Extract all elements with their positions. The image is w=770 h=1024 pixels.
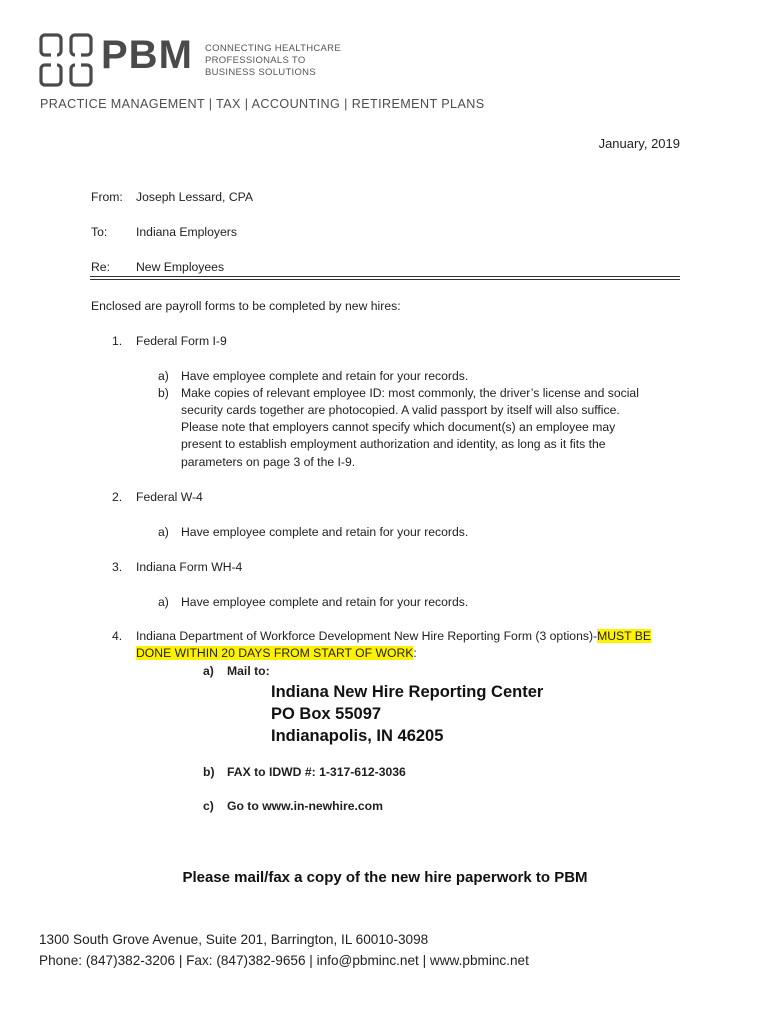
deadline-highlight: DONE WITHIN 20 DAYS FROM START OF WORK xyxy=(136,646,414,660)
item-number: 3. xyxy=(112,560,123,574)
closing-note: Please mail/fax a copy of the new hire paperwork to PBM xyxy=(182,869,588,886)
sub-text: Have employee complete and retain for your records. xyxy=(181,595,469,609)
website-text: Go to www.in-newhire.com xyxy=(227,799,383,813)
tagline-line: PROFESSIONALS TO xyxy=(205,55,306,66)
item-number: 1. xyxy=(112,334,123,348)
from-value: Joseph Lessard, CPA xyxy=(136,190,253,204)
item-number: 2. xyxy=(112,490,123,504)
sub-letter: b) xyxy=(203,765,215,779)
to-value: Indiana Employers xyxy=(136,225,237,239)
sub-letter: a) xyxy=(158,369,169,383)
logo-tagline xyxy=(205,43,341,79)
footer-contact: Phone: (847)382-3206 | Fax: (847)382-9656 | info@pbminc.net | www.pbminc.net xyxy=(39,953,529,968)
sub-text: parameters on page 3 of the I-9. xyxy=(181,455,356,469)
sub-letter: c) xyxy=(203,799,214,813)
item4-text: Indiana Department of Workforce Development New Hire Reporting Form (3 options)- xyxy=(136,629,598,643)
re-label: Re: xyxy=(91,260,110,274)
to-label: To: xyxy=(91,225,108,239)
item-number: 4. xyxy=(112,629,123,643)
sub-text: Have employee complete and retain for your records. xyxy=(181,525,469,539)
item4-colon: : xyxy=(413,646,417,660)
sub-letter: a) xyxy=(158,595,169,609)
sub-letter: a) xyxy=(158,525,169,539)
sub-text: Please note that employers cannot specify which document(s) an employee may xyxy=(181,420,616,434)
divider-rule xyxy=(90,276,680,277)
sub-text: Make copies of relevant employee ID: most commonly, the driver’s license and social xyxy=(181,386,639,400)
letter-date: January, 2019 xyxy=(598,136,680,151)
services-line: PRACTICE MANAGEMENT | TAX | ACCOUNTING | RETIREMENT PLANS xyxy=(40,97,485,111)
re-value: New Employees xyxy=(136,260,225,274)
sub-letter: b) xyxy=(158,386,169,400)
item4-text-line1 xyxy=(136,628,651,646)
intro-text: Enclosed are payroll forms to be completed by new hires: xyxy=(91,299,401,313)
deadline-highlight: MUST BE xyxy=(597,629,652,643)
from-label: From: xyxy=(91,190,123,204)
sub-text: Have employee complete and retain for your records. xyxy=(181,369,469,383)
sub-text: present to establish employment authorization and identity, as long as it fits the xyxy=(181,437,606,451)
sub-text: security cards together are photocopied. A valid passport by itself will also suffice. xyxy=(181,403,620,417)
pbm-logo-icon xyxy=(39,33,95,89)
mail-label: Mail to: xyxy=(227,664,270,678)
item-title: Indiana Form WH-4 xyxy=(136,560,243,574)
item-title: Federal Form I-9 xyxy=(136,334,227,348)
tagline-line: BUSINESS SOLUTIONS xyxy=(205,67,316,78)
item-title: Federal W-4 xyxy=(136,490,203,504)
divider-rule xyxy=(90,279,680,280)
address-line: PO Box 55097 xyxy=(271,705,382,723)
footer-address: 1300 South Grove Avenue, Suite 201, Barrington, IL 60010-3098 xyxy=(39,932,429,947)
sub-letter: a) xyxy=(203,664,214,678)
logo-wordmark: PBM xyxy=(101,33,193,77)
address-line: Indiana New Hire Reporting Center xyxy=(271,683,544,701)
item4-text-line2 xyxy=(136,645,417,663)
address-line: Indianapolis, IN 46205 xyxy=(271,727,444,745)
fax-text: FAX to IDWD #: 1-317-612-3036 xyxy=(227,765,406,779)
tagline-line: CONNECTING HEALTHCARE xyxy=(205,43,341,54)
